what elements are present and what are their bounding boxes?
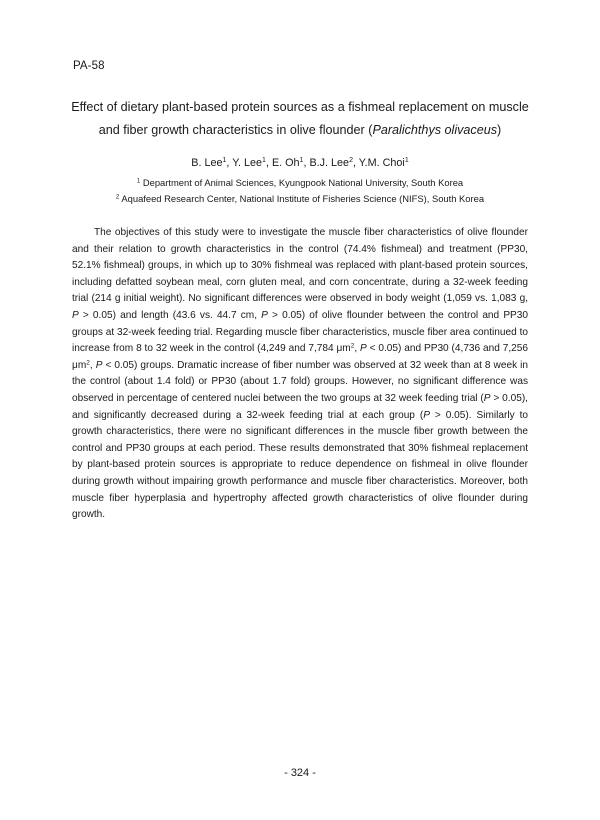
author-name: Y.M. Choi bbox=[358, 157, 405, 169]
affiliation-marker: 2 bbox=[115, 193, 120, 201]
abstract-text: > 0.05) and length (43.6 vs. 44.7 cm, bbox=[78, 309, 262, 321]
affiliation-2 bbox=[60, 191, 540, 207]
abstract-text: , bbox=[89, 359, 96, 371]
p-value-symbol: P bbox=[72, 309, 79, 321]
author-separator: , bbox=[352, 157, 359, 169]
p-value-symbol: P bbox=[423, 409, 430, 421]
p-value-symbol: P bbox=[95, 359, 103, 371]
page-number: - 324 - bbox=[284, 767, 316, 779]
affiliation-text: Aquafeed Research Center, National Institute of Fisheries Science (NIFS), South Korea bbox=[119, 193, 485, 204]
author-name: Y. Lee bbox=[232, 157, 263, 169]
author-separator: , bbox=[303, 157, 310, 169]
author-affiliation-marker: 1 bbox=[299, 157, 304, 165]
abstract-text: < 0.05) groups. Dramatic increase of fiber number was observed at 32 week than at 8 week in the control (about 1.4 fold) or PP30 (about 1.7 fold) groups. However, no significant difference was observed in percentage of centered nuclei between the two groups at 32 week feeding trial ( bbox=[72, 359, 528, 404]
affiliation-list bbox=[60, 175, 540, 207]
author-separator: , bbox=[265, 157, 272, 169]
affiliation-text: Department of Animal Sciences, Kyungpook National University, South Korea bbox=[140, 177, 464, 188]
paper-title bbox=[60, 96, 540, 142]
author-separator: , bbox=[226, 157, 233, 169]
abstract-text: > 0.05) of olive flounder between the control and PP30 groups at 32-week feeding trial. Regarding muscle fiber characteristics, muscle fiber area continued to increase from 8 to 32 week in the control (4,249 and 7,784 μm bbox=[72, 309, 529, 355]
author-affiliation-marker: 2 bbox=[349, 157, 353, 165]
affiliation-marker: 1 bbox=[136, 177, 141, 185]
paper-code: PA-58 bbox=[73, 60, 105, 72]
abstract-body bbox=[72, 225, 528, 524]
abstract-text: , bbox=[354, 343, 361, 355]
author-affiliation-marker: 1 bbox=[222, 157, 227, 165]
abstract-text: > 0.05), and significantly decreased during a 32-week feeding trial at each group ( bbox=[72, 392, 528, 421]
p-value-symbol: P bbox=[483, 392, 491, 404]
abstract-text: The objectives of this study were to investigate the muscle fiber characteristics of olive flounder and their relation to growth characteristics in the control (74.4% fishmeal) and treatment (PP30, 52.1% fishmeal) groups, in which up to 30% fishmeal was replaced with plant-based protein sources, including defatted soybean meal, corn gluten meal, and corn concentrate, during a 32-week feeding trial (214 g initial weight). No significant differences were observed in body weight (1,059 vs. 1,083 g, bbox=[72, 227, 528, 305]
p-value-symbol: P bbox=[261, 309, 268, 321]
unit-exponent: 2 bbox=[350, 342, 355, 350]
title-line-1: Effect of dietary plant-based protein sources as a fishmeal replacement on muscle bbox=[71, 100, 529, 114]
title-line-2-close: ) bbox=[497, 123, 502, 137]
unit-exponent: 2 bbox=[86, 359, 90, 367]
affiliation-1 bbox=[60, 175, 540, 191]
author-affiliation-marker: 1 bbox=[262, 157, 266, 165]
title-line-2-text: and fiber growth characteristics in olive flounder ( bbox=[98, 123, 373, 137]
abstract-text: < 0.05) and PP30 (4,736 and 7,256 μm bbox=[72, 343, 528, 371]
title-line-2 bbox=[60, 119, 540, 142]
p-value-symbol: P bbox=[360, 343, 367, 355]
author-affiliation-marker: 1 bbox=[404, 157, 409, 165]
author-name: B. Lee bbox=[191, 157, 223, 169]
author-name: B.J. Lee bbox=[309, 157, 350, 169]
author-list bbox=[60, 155, 540, 171]
author-name: E. Oh bbox=[271, 157, 300, 169]
abstract-text: > 0.05). Similarly to growth characteristics, there were no significant differences in the muscle fiber growth between the control and PP30 groups at each period. These results demonstrated that 30% fishmeal replacement by plant-based protein sources is appropriate to reduce dependence on fishmeal in olive flounder during growth without impairing growth performance and muscle fiber characteristics. Moreover, both muscle fiber hyperplasia and hypertrophy affected growth characteristics of olive flounder during growth. bbox=[72, 409, 529, 521]
species-name: Paralichthys olivaceus bbox=[372, 123, 498, 137]
